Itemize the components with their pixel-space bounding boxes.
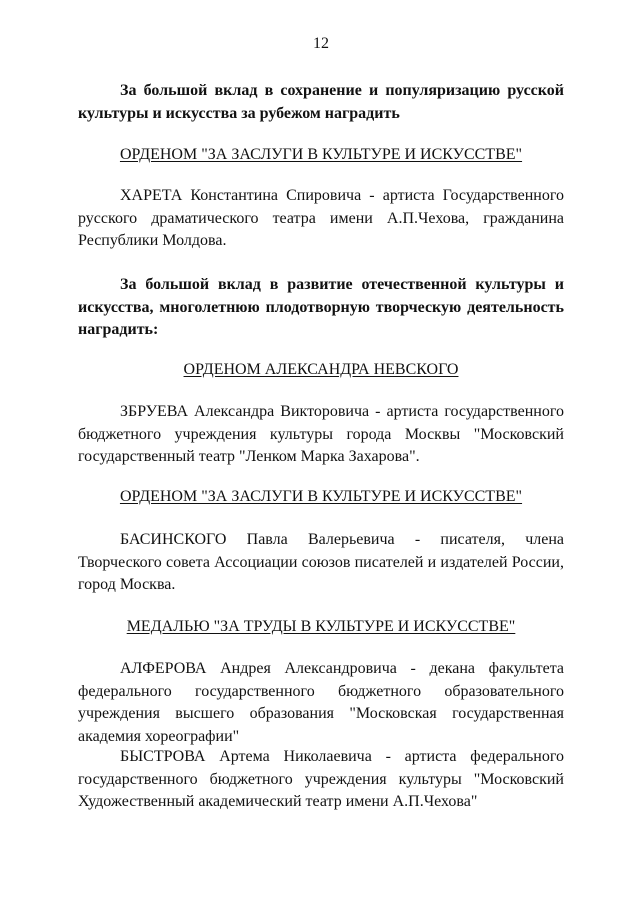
section-2-award-title: ОРДЕНОМ АЛЕКСАНДРА НЕВСКОГО — [183, 361, 459, 378]
section-4-recipient-2: БЫСТРОВА Артема Николаевича - артиста федерального государственного бюджетного учреждения культуры "Московский Художественный академический театр имени А.П.Чехова" — [78, 748, 564, 810]
section-3-award-title: ОРДЕНОМ "ЗА ЗАСЛУГИ В КУЛЬТУРЕ И ИСКУССТВЕ" — [119, 488, 523, 505]
page-number: 12 — [313, 35, 329, 52]
section-1-award-heading — [78, 144, 564, 166]
section-4-recipient-1: АЛФЕРОВА Андрея Александровича - декана факультета федерального государственного бюджетного образовательного учреждения высшего образования "Московская государственная академия хореографии" — [78, 660, 564, 745]
section-1-intro: За большой вклад в сохранение и популяризацию русской культуры и искусства за рубежом наградить — [78, 82, 564, 122]
section-1-recipient-1: ХАРЕТА Константина Спировича - артиста Государственного русского драматического театра имени А.П.Чехова, гражданина Республики Молдова. — [78, 187, 564, 249]
section-3-award-heading — [78, 486, 564, 508]
section-3-recipient-1: БАСИНСКОГО Павла Валерьевича - писателя, члена Творческого совета Ассоциации союзов писателей и издателей России, город Москва. — [78, 531, 564, 593]
section-4-award-title: МЕДАЛЬЮ "ЗА ТРУДЫ В КУЛЬТУРЕ И ИСКУССТВЕ" — [126, 618, 516, 635]
section-2-recipient-1: ЗБРУЕВА Александра Викторовича - артиста государственного бюджетного учреждения культуры города Москвы "Московский государственный театр "Ленком Марка Захарова". — [78, 403, 564, 465]
section-2-intro: За большой вклад в развитие отечественной культуры и искусства, многолетнюю плодотворную творческую деятельность наградить: — [78, 276, 564, 338]
section-4-award-heading — [78, 616, 564, 638]
section-2-award-heading — [78, 359, 564, 381]
section-1-award-title: ОРДЕНОМ "ЗА ЗАСЛУГИ В КУЛЬТУРЕ И ИСКУССТВЕ" — [119, 146, 523, 163]
